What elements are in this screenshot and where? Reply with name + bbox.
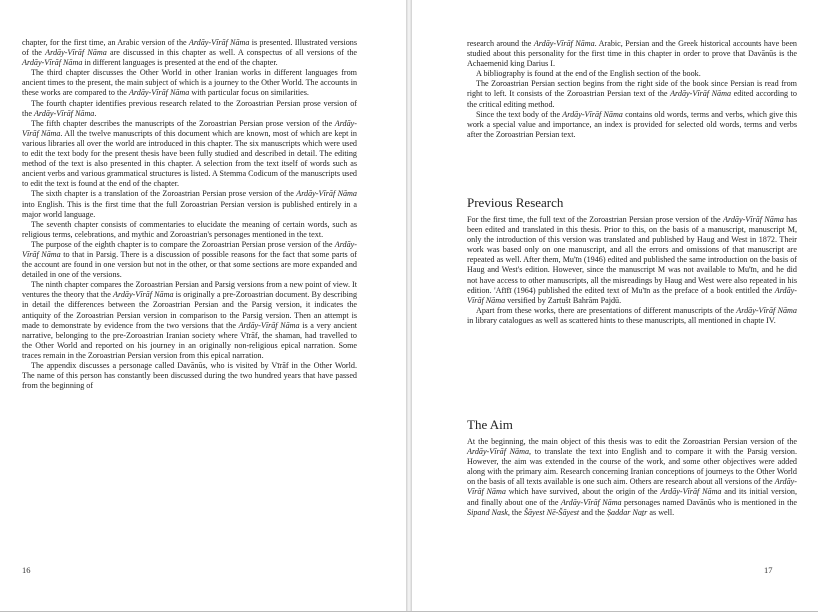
left-page-body <box>22 38 357 391</box>
body-paragraph: For the first time, the full text of the Zoroastrian Persian prose version of the Ardāy-Vīrāf Nāma has been edited and translated in this thesis. Prior to this, on the basis of a manuscript, manuscript M, only the introduction of this version was translated and published by Haug and West in 1872. Their work was based only on one manuscript, and all the errors and omissions of that manuscript are repeated as well. After them, Mu'īn (1946) edited and published the same introduction on the basis of Haug and West's edition. However, since the manuscript M was not available to Mu'īn, and he did not have access to other manuscripts, all the misreadings by Haug and West were also repeated in his edition. 'Afīfī (1964) published the edited text of Mu'īn as the preface of a book entitled the Ardāy-Vīrāf Nāma versified by Zartušt Bahrām Pajdū. <box>467 215 797 305</box>
section-heading-the-aim: The Aim <box>467 417 513 432</box>
body-paragraph: The seventh chapter consists of commentaries to elucidate the meaning of certain words, such as religious terms, celebrations, and mythic and Zoroastrian's personages mentioned in the text. <box>22 219 357 239</box>
body-paragraph: The ninth chapter compares the Zoroastrian Persian and Parsig versions from a new point of view. It ventures the theory that the Ardāy-Vīrāf Nāma is originally a pre-Zoroastrian document. By describing in detail the differences between the Zoroastrian Persian and the Parsig version, it indicates the antiquity of the Zoroastrian Persian version in comparison to the Parsig version. Then an attempt is made to demonstrate by evidence from the two versions that the Ardāy-Vīrāf Nāma is a very ancient narrative, belonging to the pre-Zoroastrian Iranian society where Vīrāf, the shaman, had travelled to the Other World and reported on his journey in an originally non-religious epical narration. Some traces remain in the Zoroastrian Persian version from this epical narration. <box>22 280 358 360</box>
body-paragraph: A bibliography is found at the end of the English section of the book. <box>476 69 701 79</box>
body-paragraph: The purpose of the eighth chapter is to compare the Zoroastrian Persian prose version of the Ardāy-Vīrāf Nāma to that in Parsig. There is a discussion of possible reasons for the fact that some parts of the account are found in one version but not in the other, or that some sections are more expanded and detailed in one of the versions. <box>22 239 357 280</box>
body-paragraph: chapter, for the first time, an Arabic version of the Ardāy-Vīrāf Nāma is presented. Illustrated versions of the Ardāy-Vīrāf Nāma are discussed in this chapter as well. A conspectus of all versions of the Ardāy-Vīrāf Nāma in different languages is presented at the end of the chapter. <box>22 38 358 68</box>
body-paragraph: The sixth chapter is a translation of the Zoroastrian Persian prose version of the Ardāy-Vīrāf Nāma into English. This is the first time that the full Zoroastrian Persian version is published entirely in a major world language. <box>22 189 357 219</box>
body-paragraph: The appendix discusses a personage called Davānūs, who is visited by Vīrāf in the Other World. The name of this person has constantly been discussed during the two hundred years that have passed from the beginning of <box>22 361 357 391</box>
body-paragraph: The third chapter discusses the Other World in other Iranian works in different languages from ancient times to the present, the main subject of which is a journey to the Other World. The accounts in these works are compared to the Ardāy-Vīrāf Nāma with particular focus on similarities. <box>22 68 358 98</box>
body-paragraph: Since the text body of the Ardāy-Vīrāf Nāma contains old words, terms and verbs, which give this work a special value and importance, an index is provided for selected old words, terms and verbs after the Zoroastrian Persian text. <box>467 109 797 139</box>
previous-research-body <box>467 215 797 326</box>
body-paragraph: Apart from these works, there are presentations of different manuscripts of the Ardāy-Vīrāf Nāma in library catalogues as well as scattered hints to these manuscripts, all mentioned in chapte IV. <box>467 305 797 325</box>
section-heading-previous-research: Previous Research <box>467 195 564 210</box>
page-number-left: 16 <box>22 565 31 575</box>
page-number-right: 17 <box>764 565 773 575</box>
body-paragraph: The fifth chapter describes the manuscripts of the Zoroastrian Persian prose version of the Ardāy-Vīrāf Nāma. All the twelve manuscripts of this document which are known, most of which are kept in various libraries all over the world are introduced in this chapter. The six manuscripts which were used to edit the text body for the present thesis have been fully studied and described in detail. The editing method of the text is also presented in this chapter. A selection from the text itself of words such as ancient verbs and various grammatical structures is listed. A Stemma Codicum of the manuscripts used to edit the text is found at the end of the chapter. <box>22 118 357 189</box>
aim-body <box>467 437 797 518</box>
left-page <box>0 0 406 612</box>
body-paragraph: The Zoroastrian Persian section begins from the right side of the book since Persian is read from right to left. It consists of the Zoroastrian Persian text of the Ardāy-Vīrāf Nāma edited according to the critical editing method. <box>467 79 797 109</box>
body-paragraph: At the beginning, the main object of this thesis was to edit the Zoroastrian Persian version of the Ardāy-Vīrāf Nāma, to translate the text into English and to compare it with the Parsig version. However, the aim was extended in the course of the work, and some other objectives were added along with the primary aim. Research concerning Iranian conceptions of journeys to the Other World on the basis of all texts available is one such aim. Others are research about all versions of the Ardāy-Vīrāf Nāma which have survived, about the origin of the Ardāy-Vīrāf Nāma and its initial version, and finally about one of the Ardāy-Vīrāf Nāma personages named Davānūs who is mentioned in the Sipand Nask, the Šāyest Nē-Šāyest and the Ṣaddar Naṯr as well. <box>467 437 797 517</box>
body-paragraph: research around the Ardāy-Vīrāf Nāma. Arabic, Persian and the Greek historical accounts have been studied about this personality for the first time in this chapter in order to prove that Davānūs is the Achaemenid king Darius I. <box>467 39 797 69</box>
right-page-intro <box>467 39 797 140</box>
right-page <box>412 0 818 612</box>
body-paragraph: The fourth chapter identifies previous research related to the Zoroastrian Persian prose version of the Ardāy-Vīrāf Nāma. <box>22 98 357 118</box>
